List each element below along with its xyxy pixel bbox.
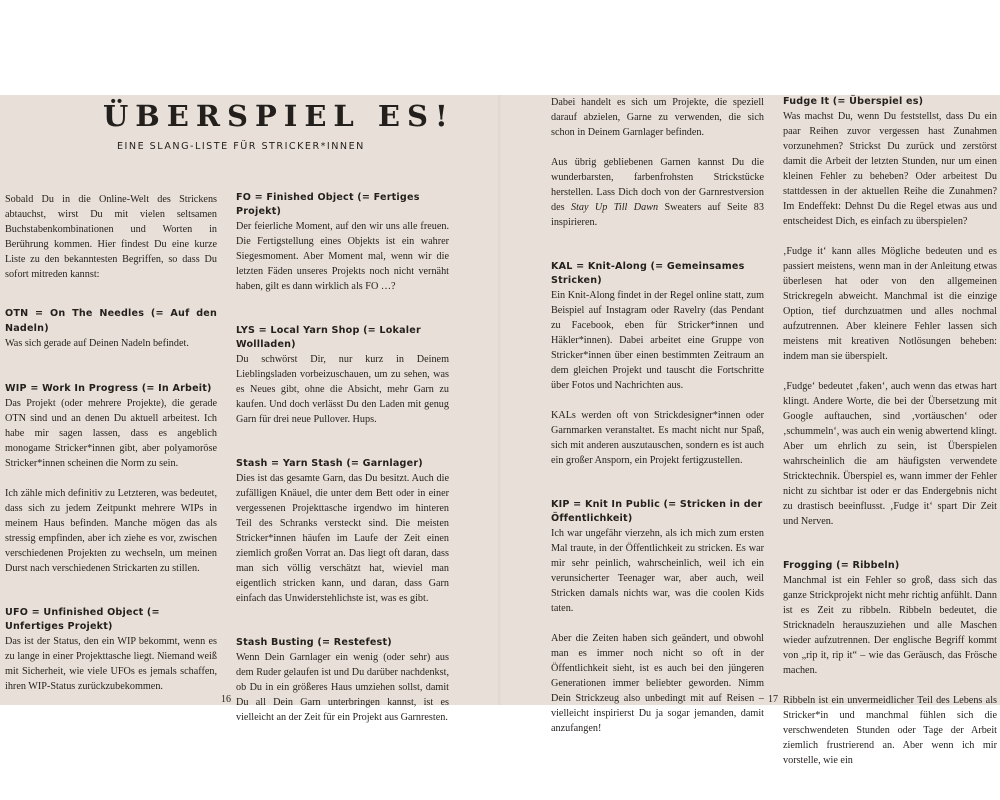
page-title: ÜBERSPIEL ES! xyxy=(103,99,455,133)
kip-text-1: Ich war ungefähr vierzehn, als ich mich zum ersten Mal traute, in der Öffentlichkeit zu stricken. Es war mir sehr peinlich, wahrscheinlich, weil ich ein verunsicherter Teenager war, aber auch, weil Stricken damals nichts war, was die coolen Kids taten. xyxy=(551,528,764,614)
left-column-1 xyxy=(5,192,217,709)
stash-text: Dies ist das gesamte Garn, das Du besitzt. Auch die zufälligen Knäuel, die unter dem Bett oder in einer vergessenen Projekttasche irgendwo im hinteren Teil des Schranks versteckt sind. Die meisten Stricker*innen häufen im Laufe der Zeit einen ziemlich großen Vorrat an. Das liegt oft daran, dass man sich völlig verschätzt hat, wieviel man eigentlich stricken kann, und daran, dass Garn einfach das Unwiderstehlichste ist, was es gibt. xyxy=(236,473,449,604)
otn-text: Was sich gerade auf Deinen Nadeln befindet. xyxy=(5,338,189,349)
wip-heading: WIP = Work In Progress (= In Arbeit) xyxy=(5,383,212,394)
stash-busting-inspiration: Aus übrig gebliebenen Garnen kannst Du die wunderbarsten, farbenfrohsten Strickstücke herstellen. Lass Dich doch von der Garnrestversion des Stay Up Till Dawn Sweaters auf Seite 83 inspirieren. xyxy=(551,157,764,228)
fudge-text-2: ‚Fudge it‘ kann alles Mögliche bedeuten und es passiert meistens, wenn man in der Anleitung etwas überlesen hat oder von den allgemeinen Strickregeln abweicht. Manchmal ist die einzige Option, tief durchzuatmen und alles nochmal aufzutrennen. Aber kleinere Fehler lassen sich meistens mit kreativen Notlösungen beheben: indem man sie überspielt. xyxy=(783,246,997,362)
stash-busting-text: Wenn Dein Garnlager ein wenig (oder sehr) aus dem Ruder gelaufen ist und Du darüber nachdenkst, ob Du in ein größeres Haus umziehen sollst, damit Du all Dein Garn unterbringen kannst, ist es vielleicht an der Zeit für ein Projekt aus Garnresten. xyxy=(236,652,449,723)
fo-heading: FO = Finished Object (= Fertiges Projekt) xyxy=(236,192,420,217)
fudge-text-3: ‚Fudge‘ bedeutet ‚faken‘, auch wenn das etwas hart klingt. Andere Worte, die bei der Übersetzung mit Google auftauchen, sind ‚vortäuschen‘ oder ‚schummeln‘, was auch ein wenig abwertend klingt. Aber um ehrlich zu sein, ist Überspielen wahrscheinlich die am häufigsten verwendete Stricktechnik. Überspiel es, wann immer der Fehler nicht zu sichtbar ist oder er das Endergebnis nicht zu drastisch beeinflusst. ‚Fudge it‘ spart Dir Zeit und Nerven. xyxy=(783,381,997,527)
stash-busting-continued: Dabei handelt es sich um Projekte, die speziell darauf abzielen, Garne zu verwenden, die sich schon in Deinem Garnlager befinden. xyxy=(551,97,764,138)
book-spread xyxy=(0,95,1000,766)
stash-heading: Stash = Yarn Stash (= Garnlager) xyxy=(236,458,423,469)
wip-text-1: Das Projekt (oder mehrere Projekte), die gerade OTN sind und an denen Du aktuell arbeitest. Ich habe mir sagen lassen, dass es angeblich monogame Stricker*innen gibt, aber polyamoröse Stricker*innen scheinen die Norm zu sein. xyxy=(5,398,217,469)
page-number-left: 16 xyxy=(221,694,231,705)
kal-text-1: Ein Knit-Along findet in der Regel online statt, zum Beispiel auf Instagram oder Ravelry (das Pendant zu Facebook, eben für Stricker*innen und Häkler*innen). Dabei arbeitet eine Gruppe von Stricker*innen über einen bestimmten Zeitraum an dem gleichen Projekt und tauscht die Fortschritte über Fotos und Nachrichten aus. xyxy=(551,290,764,391)
fudge-heading: Fudge It (= Überspiel es) xyxy=(783,96,924,107)
page-subtitle: EINE SLANG-LISTE FÜR STRICKER*INNEN xyxy=(117,141,365,152)
wip-text-2: Ich zähle mich definitiv zu Letzteren, was bedeutet, dass sich zu jedem Zeitpunkt mehrere WIPs in meinem Haus befinden. Manche mögen das als stressig empfinden, aber ich ziehe es vor, zwischen verschiedenen Projekten zu wechseln, um meinen Durst nach verschiedenen Strickarten zu stillen. xyxy=(5,488,217,574)
kal-heading: KAL = Knit-Along (= Gemeinsames Stricken) xyxy=(551,261,745,286)
ufo-text: Das ist der Status, den ein WIP bekommt, wenn es zu lange in einer Projekttasche liegt. Niemand weiß mit Sicherheit, wie viele UFOs es jemals schaffen, ihren WIP-Status zurückzubekommen. xyxy=(5,636,217,692)
page-gutter xyxy=(498,95,502,705)
kip-heading: KIP = Knit In Public (= Stricken in der Öffentlichkeit) xyxy=(551,499,763,524)
right-column-1 xyxy=(551,95,764,751)
left-column-2 xyxy=(236,191,449,740)
right-column-2 xyxy=(783,95,997,783)
lys-heading: LYS = Local Yarn Shop (= Lokaler Wollladen) xyxy=(236,325,421,350)
fudge-text-1: Was machst Du, wenn Du feststellst, dass Du ein paar Reihen zuvor vergessen hast Zunahmen vorzunehmen? Strickst Du zurück und zerstörst damit die Arbeit der letzten Stunden, nur um einen kleinen Fehler zu beheben? Oder arbeitest Du stattdessen in der aktuellen Reihe die Zunahmen? Im Endeffekt: Dehnst Du die Regel etwas aus und entscheidest Dich, es einfach zu überspielen? xyxy=(783,111,997,227)
stash-busting-heading: Stash Busting (= Restefest) xyxy=(236,637,392,648)
frogging-heading: Frogging (= Ribbeln) xyxy=(783,560,900,571)
intro-paragraph: Sobald Du in die Online-Welt des Strickens abtauchst, wirst Du mit vielen seltsamen Buchstabenkombinationen und Worten in Berührung kommen. Hier findest Du eine kurze Liste zu den bekanntesten Begriffen, so dass Du sofort mitreden kannst: xyxy=(5,194,217,280)
lys-text: Du schwörst Dir, nur kurz in Deinem Lieblingsladen vorbeizuschauen, um zu sehen, was es Neues gibt, ohne die Absicht, mehr Garn zu kaufen. Und doch verlässt Du den Laden mit genug Garn für drei neue Pullover. Hups. xyxy=(236,354,449,425)
fo-text: Der feierliche Moment, auf den wir uns alle freuen. Die Fertigstellung eines Objekts ist ein wahrer Siegesmoment. Aber Moment mal, wenn wir die letzten Fäden unseres Projekts noch nicht vernäht haben, gilt es dann wirklich als FO …? xyxy=(236,221,449,292)
ufo-heading: UFO = Unfinished Object (= Unfertiges Projekt) xyxy=(5,607,160,632)
kip-text-2: Aber die Zeiten haben sich geändert, und obwohl man es immer noch nicht so oft in der Öffentlichkeit sieht, ist es auch bei den jüngeren Generationen immer beliebter geworden. Nimm Dein Strickzeug also unbedingt mit auf Reisen – vielleicht inspirierst Du ja sogar jemanden, damit anzufangen! xyxy=(551,633,764,734)
frogging-text-2: Ribbeln ist ein unvermeidlicher Teil des Lebens als Stricker*in und manchmal fühlen sich die verschwendeten Stunden oder Tage der Arbeit ziemlich frustrierend an. Aber wenn ich mir vorstelle, wie ein xyxy=(783,695,997,766)
frogging-text-1: Manchmal ist ein Fehler so groß, dass sich das ganze Strickprojekt nicht mehr richtig anfühlt. Dann ist es Zeit zu ribbeln. Ribbeln bedeutet, die Stricknadeln herauszuziehen und alle Maschen wieder aufzutrennen. Der englische Begriff kommt von „rip it, rip it“ – wie das Geräusch, das Frösche machen. xyxy=(783,575,997,676)
page-number-right: 17 xyxy=(768,694,778,705)
kal-text-2: KALs werden oft von Strickdesigner*innen oder Garnmarken veranstaltet. Es macht nicht nur Spaß, sich mit anderen auszutauschen, sondern es ist auch ein großer Ansporn, ein Projekt fertigzustellen. xyxy=(551,410,764,466)
otn-heading: OTN = On The Needles (= Auf den Nadeln) xyxy=(5,308,217,334)
